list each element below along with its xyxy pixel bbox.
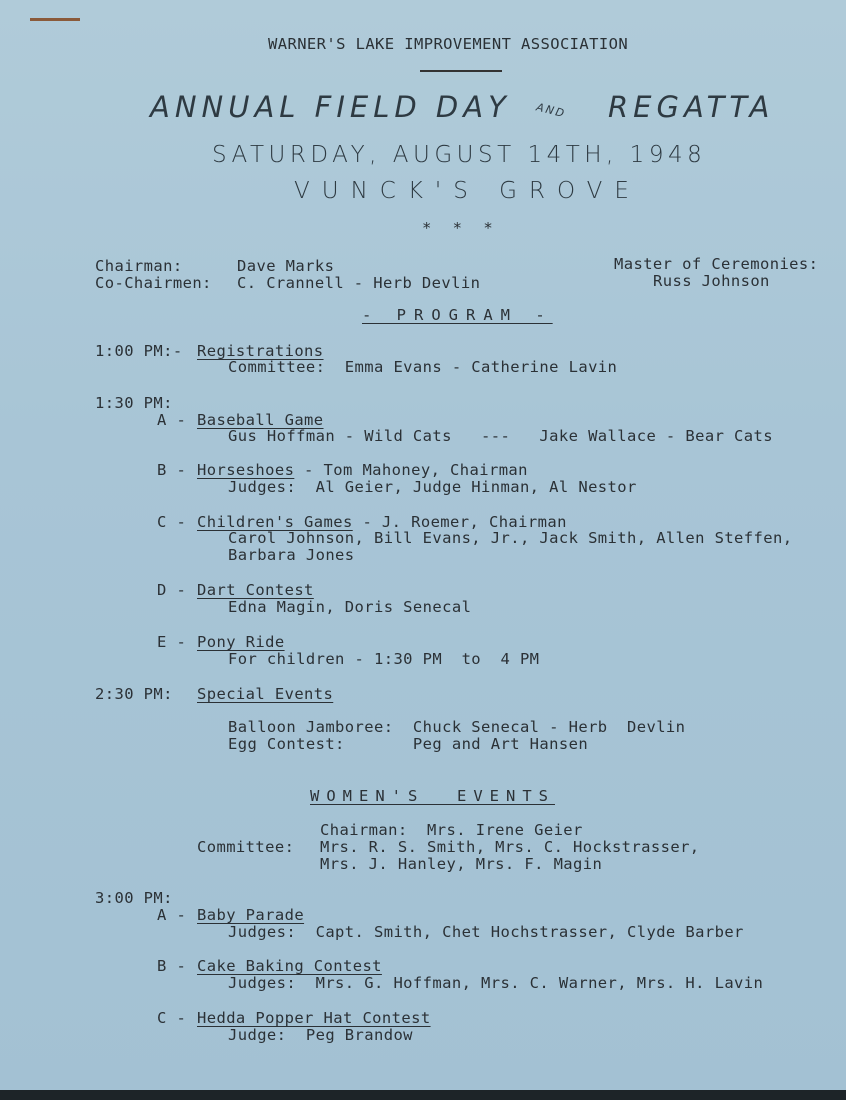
ink-mark (30, 18, 80, 21)
item-d-letter: D - (157, 581, 187, 599)
item-b-letter: B - (157, 461, 187, 479)
childrens-games-names-2: Barbara Jones (228, 546, 355, 564)
dart-title: Dart Contest (197, 581, 314, 599)
title-and: AND (534, 100, 568, 121)
dart-names: Edna Magin, Doris Senecal (228, 598, 472, 616)
item-a-letter: A - (157, 411, 187, 429)
chairman-label: Chairman: (95, 257, 183, 275)
chairman-name: Dave Marks (237, 257, 335, 275)
time-1-30: 1:30 PM: (95, 394, 173, 412)
mc-label: Master of Ceremonies: (614, 255, 819, 273)
scan-bottom-edge (0, 1090, 846, 1100)
program-heading: - PROGRAM - (362, 306, 553, 324)
time-1-00: 1:00 PM:- (95, 342, 183, 360)
item-c-letter: C - (157, 513, 187, 531)
baseball-teams: Gus Hoffman - Wild Cats --- Jake Wallace - Bear Cats (228, 427, 773, 445)
event-date: SATURDAY, AUGUST 14TH, 1948 (212, 142, 707, 168)
special-events-title: Special Events (197, 685, 334, 703)
horseshoes-line (197, 462, 528, 479)
womens-chairman: Chairman: Mrs. Irene Geier (320, 821, 583, 839)
baby-parade-title: Baby Parade (197, 906, 305, 924)
title-end: REGATTA (608, 90, 775, 124)
womens-committee-1: Mrs. R. S. Smith, Mrs. C. Hockstrasser, (320, 838, 700, 856)
time-2-30: 2:30 PM: (95, 685, 173, 703)
w-item-a-letter: A - (157, 906, 187, 924)
womens-committee-label: Committee: (197, 838, 295, 856)
horseshoes-chair: - Tom Mahoney, Chairman (294, 461, 528, 479)
horseshoes-title: Horseshoes (197, 461, 295, 479)
egg-contest: Egg Contest: Peg and Art Hansen (228, 735, 589, 753)
baby-parade-judges: Judges: Capt. Smith, Chet Hochstrasser, Clyde Barber (228, 923, 744, 941)
hat-contest-judge: Judge: Peg Brandow (228, 1026, 413, 1044)
childrens-games-chair: - J. Roemer, Chairman (352, 513, 567, 531)
item-e-letter: E - (157, 633, 187, 651)
cochairmen-label: Co-Chairmen: (95, 274, 212, 292)
pony-detail: For children - 1:30 PM to 4 PM (228, 650, 540, 668)
cake-baking-title: Cake Baking Contest (197, 957, 382, 975)
header-rule (420, 70, 502, 72)
registrations-committee: Committee: Emma Evans - Catherine Lavin (228, 358, 618, 376)
cake-baking-judges: Judges: Mrs. G. Hoffman, Mrs. C. Warner, Mrs. H. Lavin (228, 974, 764, 992)
association-name: WARNER'S LAKE IMPROVEMENT ASSOCIATION (268, 35, 629, 53)
childrens-games-title: Children's Games (197, 513, 353, 531)
womens-events-heading: WOMEN'S EVENTS (310, 787, 555, 805)
mc-name: Russ Johnson (653, 272, 770, 290)
title-main: ANNUAL FIELD DAY (150, 90, 511, 124)
hat-contest-title: Hedda Popper Hat Contest (197, 1009, 431, 1027)
horseshoes-judges: Judges: Al Geier, Judge Hinman, Al Nestor (228, 478, 637, 496)
balloon-jamboree: Balloon Jamboree: Chuck Senecal - Herb Devlin (228, 718, 686, 736)
event-location: VUNCK'S GROVE (294, 178, 641, 204)
womens-committee-2: Mrs. J. Hanley, Mrs. F. Magin (320, 855, 603, 873)
w-item-c-letter: C - (157, 1009, 187, 1027)
time-3-00: 3:00 PM: (95, 889, 173, 907)
baseball-title: Baseball Game (197, 411, 324, 429)
childrens-games-names-1: Carol Johnson, Bill Evans, Jr., Jack Smith, Allen Steffen, (228, 529, 793, 547)
cochairmen-names: C. Crannell - Herb Devlin (237, 274, 481, 292)
registrations-title: Registrations (197, 342, 324, 360)
pony-title: Pony Ride (197, 633, 285, 651)
stars-divider: * * * (422, 219, 499, 237)
w-item-b-letter: B - (157, 957, 187, 975)
